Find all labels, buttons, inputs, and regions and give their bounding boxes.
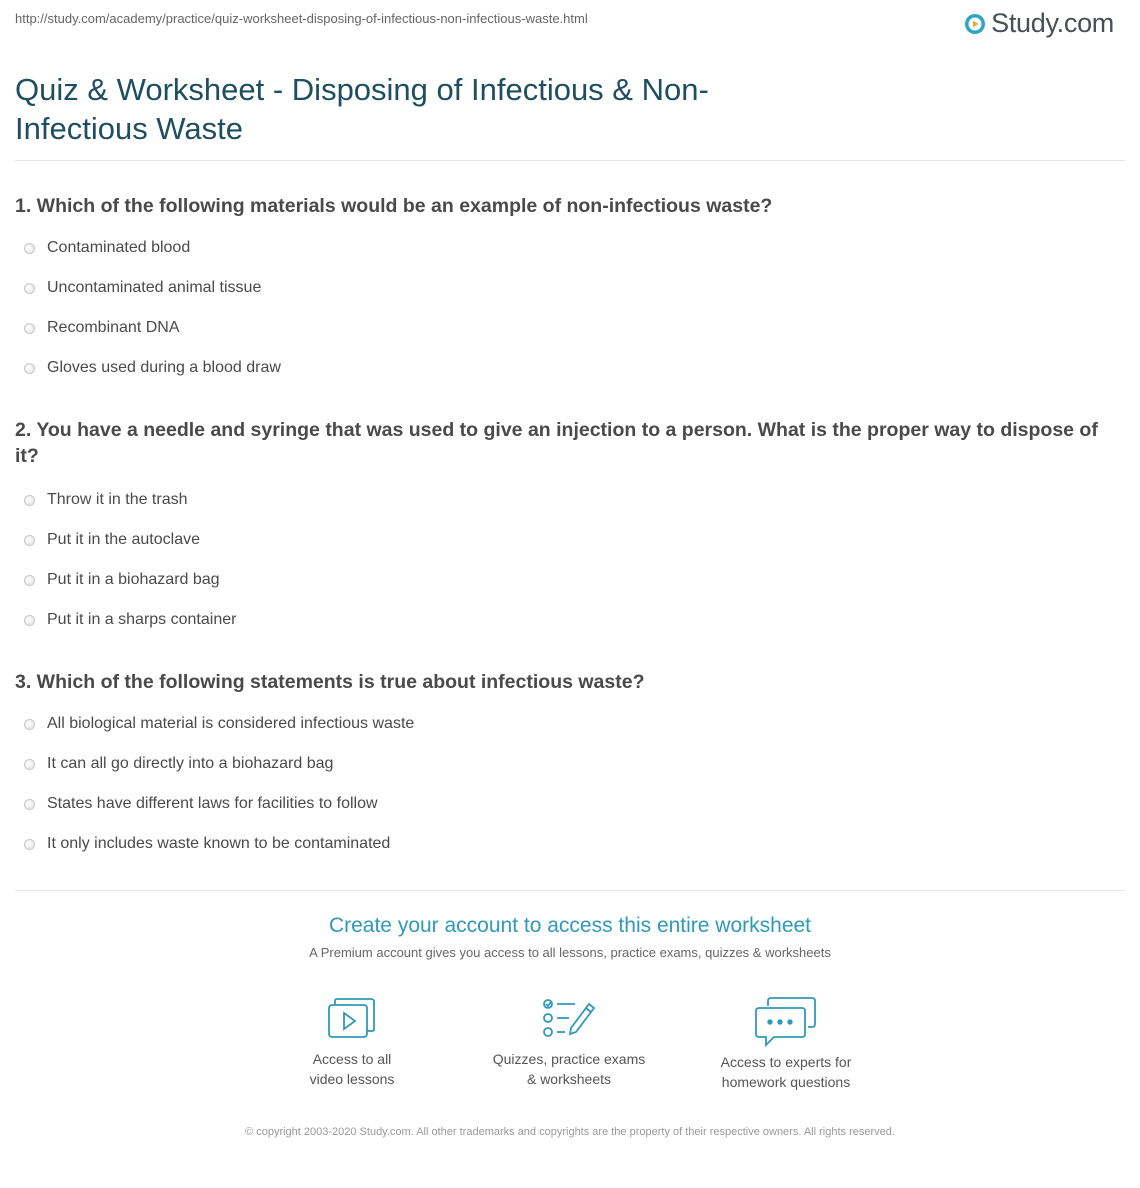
radio-button[interactable]	[24, 799, 35, 810]
page-title: Quiz & Worksheet - Disposing of Infectious & Non-Infectious Waste	[15, 72, 709, 146]
answer-option[interactable]	[24, 784, 414, 824]
answer-label: It only includes waste known to be contaminated	[47, 835, 391, 852]
answer-option[interactable]	[24, 480, 236, 520]
question-1: 1. Which of the following materials would be an example of non-infectious waste?	[15, 195, 773, 217]
answer-label: All biological material is considered infectious waste	[47, 715, 415, 732]
answer-label: Put it in a biohazard bag	[47, 571, 220, 588]
radio-button[interactable]	[24, 535, 35, 546]
copyright-notice: © copyright 2003-2020 Study.com. All other trademarks and copyrights are the property of their respective owners. All rights reserved.	[245, 1126, 895, 1138]
answer-list-1	[24, 228, 281, 388]
answer-option[interactable]	[24, 268, 281, 308]
answer-list-2	[24, 480, 236, 640]
answer-label: Recombinant DNA	[47, 319, 180, 336]
feature-label: Access to all video lessons	[309, 1051, 395, 1087]
radio-button[interactable]	[24, 323, 35, 334]
quiz-checklist-icon	[541, 996, 597, 1040]
feature-video-lessons	[267, 996, 437, 1089]
answer-option[interactable]	[24, 308, 281, 348]
answer-label: Throw it in the trash	[47, 491, 188, 508]
feature-experts	[701, 996, 871, 1092]
answer-option[interactable]	[24, 600, 236, 640]
answer-option[interactable]	[24, 824, 414, 864]
answer-label: Put it in the autoclave	[47, 531, 200, 548]
feature-label: Access to experts for homework questions	[720, 1054, 852, 1090]
feature-label: Quizzes, practice exams & worksheets	[492, 1051, 646, 1087]
answer-list-3	[24, 704, 414, 864]
answer-label: Contaminated blood	[47, 239, 191, 256]
create-account-link[interactable]: Create your account to access this entire worksheet	[328, 914, 812, 937]
radio-button[interactable]	[24, 615, 35, 626]
play-circle-icon	[964, 13, 986, 35]
radio-button[interactable]	[24, 839, 35, 850]
answer-option[interactable]	[24, 744, 414, 784]
page-url: http://study.com/academy/practice/quiz-worksheet-disposing-of-infectious-non-infectious-waste.html	[15, 11, 588, 26]
study-logo[interactable]	[964, 8, 1114, 39]
answer-label: States have different laws for facilities to follow	[47, 795, 378, 812]
radio-button[interactable]	[24, 759, 35, 770]
radio-button[interactable]	[24, 243, 35, 254]
answer-label: Put it in a sharps container	[47, 611, 237, 628]
video-lessons-icon	[326, 996, 378, 1040]
radio-button[interactable]	[24, 719, 35, 730]
radio-button[interactable]	[24, 575, 35, 586]
premium-description: A Premium account gives you access to all lessons, practice exams, quizzes & worksheets	[309, 945, 831, 960]
answer-option[interactable]	[24, 704, 414, 744]
answer-option[interactable]	[24, 560, 236, 600]
cta-divider	[15, 890, 1125, 891]
radio-button[interactable]	[24, 363, 35, 374]
question-2: 2. You have a needle and syringe that was used to give an injection to a person. What is the proper way to dispose of it?	[15, 419, 1098, 467]
answer-option[interactable]	[24, 348, 281, 388]
chat-bubbles-icon	[754, 996, 818, 1048]
answer-label: It can all go directly into a biohazard bag	[47, 755, 334, 772]
answer-label: Uncontaminated animal tissue	[47, 279, 262, 296]
answer-option[interactable]	[24, 520, 236, 560]
header-divider	[15, 160, 1125, 161]
radio-button[interactable]	[24, 495, 35, 506]
feature-quizzes	[484, 996, 654, 1089]
question-3: 3. Which of the following statements is true about infectious waste?	[15, 671, 645, 693]
radio-button[interactable]	[24, 283, 35, 294]
answer-option[interactable]	[24, 228, 281, 268]
logo-text: Study.com	[991, 8, 1114, 38]
answer-label: Gloves used during a blood draw	[47, 359, 281, 376]
